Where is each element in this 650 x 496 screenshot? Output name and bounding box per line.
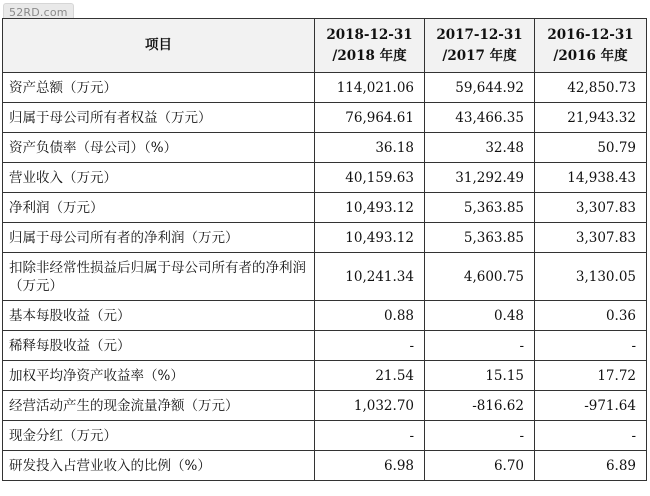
cell-2018: 10,241.34 bbox=[315, 253, 425, 301]
header-year-2017-date: 2017-12-31 bbox=[436, 26, 523, 43]
table-row bbox=[3, 73, 647, 103]
cell-2018: - bbox=[315, 421, 425, 451]
table-row bbox=[3, 223, 647, 253]
cell-2018: 10,493.12 bbox=[315, 223, 425, 253]
cell-2018: 36.18 bbox=[315, 133, 425, 163]
row-label: 稀释每股收益（元） bbox=[3, 331, 315, 361]
cell-2018: 10,493.12 bbox=[315, 193, 425, 223]
table-row bbox=[3, 301, 647, 331]
cell-2017: 5,363.85 bbox=[425, 223, 535, 253]
row-label: 净利润（万元） bbox=[3, 193, 315, 223]
cell-2018: 76,964.61 bbox=[315, 103, 425, 133]
cell-2017: 4,600.75 bbox=[425, 253, 535, 301]
table-row bbox=[3, 391, 647, 421]
table-row bbox=[3, 103, 647, 133]
table-row bbox=[3, 331, 647, 361]
watermark-logo: 52RD.com bbox=[3, 3, 74, 23]
cell-2016: - bbox=[535, 331, 647, 361]
table-row bbox=[3, 163, 647, 193]
table-row bbox=[3, 253, 647, 301]
financial-summary-table bbox=[2, 18, 647, 481]
cell-2017: -816.62 bbox=[425, 391, 535, 421]
cell-2017: 32.48 bbox=[425, 133, 535, 163]
header-year-2016-period: /2016 年度 bbox=[553, 47, 628, 64]
row-label: 现金分红（万元） bbox=[3, 421, 315, 451]
cell-2017: 59,644.92 bbox=[425, 73, 535, 103]
header-year-2018-period: /2018 年度 bbox=[332, 47, 407, 64]
cell-2016: 50.79 bbox=[535, 133, 647, 163]
cell-2016: 0.36 bbox=[535, 301, 647, 331]
table-row bbox=[3, 361, 647, 391]
row-label: 资产总额（万元） bbox=[3, 73, 315, 103]
cell-2016: - bbox=[535, 421, 647, 451]
cell-2018: - bbox=[315, 331, 425, 361]
header-year-2016 bbox=[535, 19, 647, 73]
row-label: 经营活动产生的现金流量净额（万元） bbox=[3, 391, 315, 421]
cell-2018: 114,021.06 bbox=[315, 73, 425, 103]
cell-2017: 5,363.85 bbox=[425, 193, 535, 223]
cell-2016: 3,130.05 bbox=[535, 253, 647, 301]
cell-2017: 0.48 bbox=[425, 301, 535, 331]
table-row bbox=[3, 193, 647, 223]
cell-2018: 6.98 bbox=[315, 451, 425, 481]
row-label: 营业收入（万元） bbox=[3, 163, 315, 193]
row-label: 归属于母公司所有者权益（万元） bbox=[3, 103, 315, 133]
header-year-2017 bbox=[425, 19, 535, 73]
table-row bbox=[3, 133, 647, 163]
cell-2017: 31,292.49 bbox=[425, 163, 535, 193]
row-label: 研发投入占营业收入的比例（%） bbox=[3, 451, 315, 481]
cell-2016: 14,938.43 bbox=[535, 163, 647, 193]
header-year-2018-date: 2018-12-31 bbox=[326, 26, 413, 43]
table-row bbox=[3, 451, 647, 481]
cell-2016: 17.72 bbox=[535, 361, 647, 391]
header-year-2016-date: 2016-12-31 bbox=[547, 26, 634, 43]
cell-2017: 43,466.35 bbox=[425, 103, 535, 133]
row-label: 归属于母公司所有者的净利润（万元） bbox=[3, 223, 315, 253]
cell-2017: 6.70 bbox=[425, 451, 535, 481]
row-label: 基本每股收益（元） bbox=[3, 301, 315, 331]
row-label: 资产负债率（母公司）（%） bbox=[3, 133, 315, 163]
cell-2016: 21,943.32 bbox=[535, 103, 647, 133]
cell-2018: 0.88 bbox=[315, 301, 425, 331]
cell-2016: 3,307.83 bbox=[535, 193, 647, 223]
header-item: 项目 bbox=[3, 19, 315, 73]
table-row bbox=[3, 421, 647, 451]
cell-2016: 6.89 bbox=[535, 451, 647, 481]
cell-2016: 42,850.73 bbox=[535, 73, 647, 103]
cell-2016: -971.64 bbox=[535, 391, 647, 421]
cell-2018: 21.54 bbox=[315, 361, 425, 391]
cell-2018: 40,159.63 bbox=[315, 163, 425, 193]
cell-2017: 15.15 bbox=[425, 361, 535, 391]
header-year-2018 bbox=[315, 19, 425, 73]
header-year-2017-period: /2017 年度 bbox=[442, 47, 517, 64]
cell-2017: - bbox=[425, 331, 535, 361]
cell-2016: 3,307.83 bbox=[535, 223, 647, 253]
row-label: 加权平均净资产收益率（%） bbox=[3, 361, 315, 391]
table-header-row bbox=[3, 19, 647, 73]
cell-2018: 1,032.70 bbox=[315, 391, 425, 421]
cell-2017: - bbox=[425, 421, 535, 451]
row-label: 扣除非经常性损益后归属于母公司所有者的净利润（万元） bbox=[3, 253, 315, 301]
